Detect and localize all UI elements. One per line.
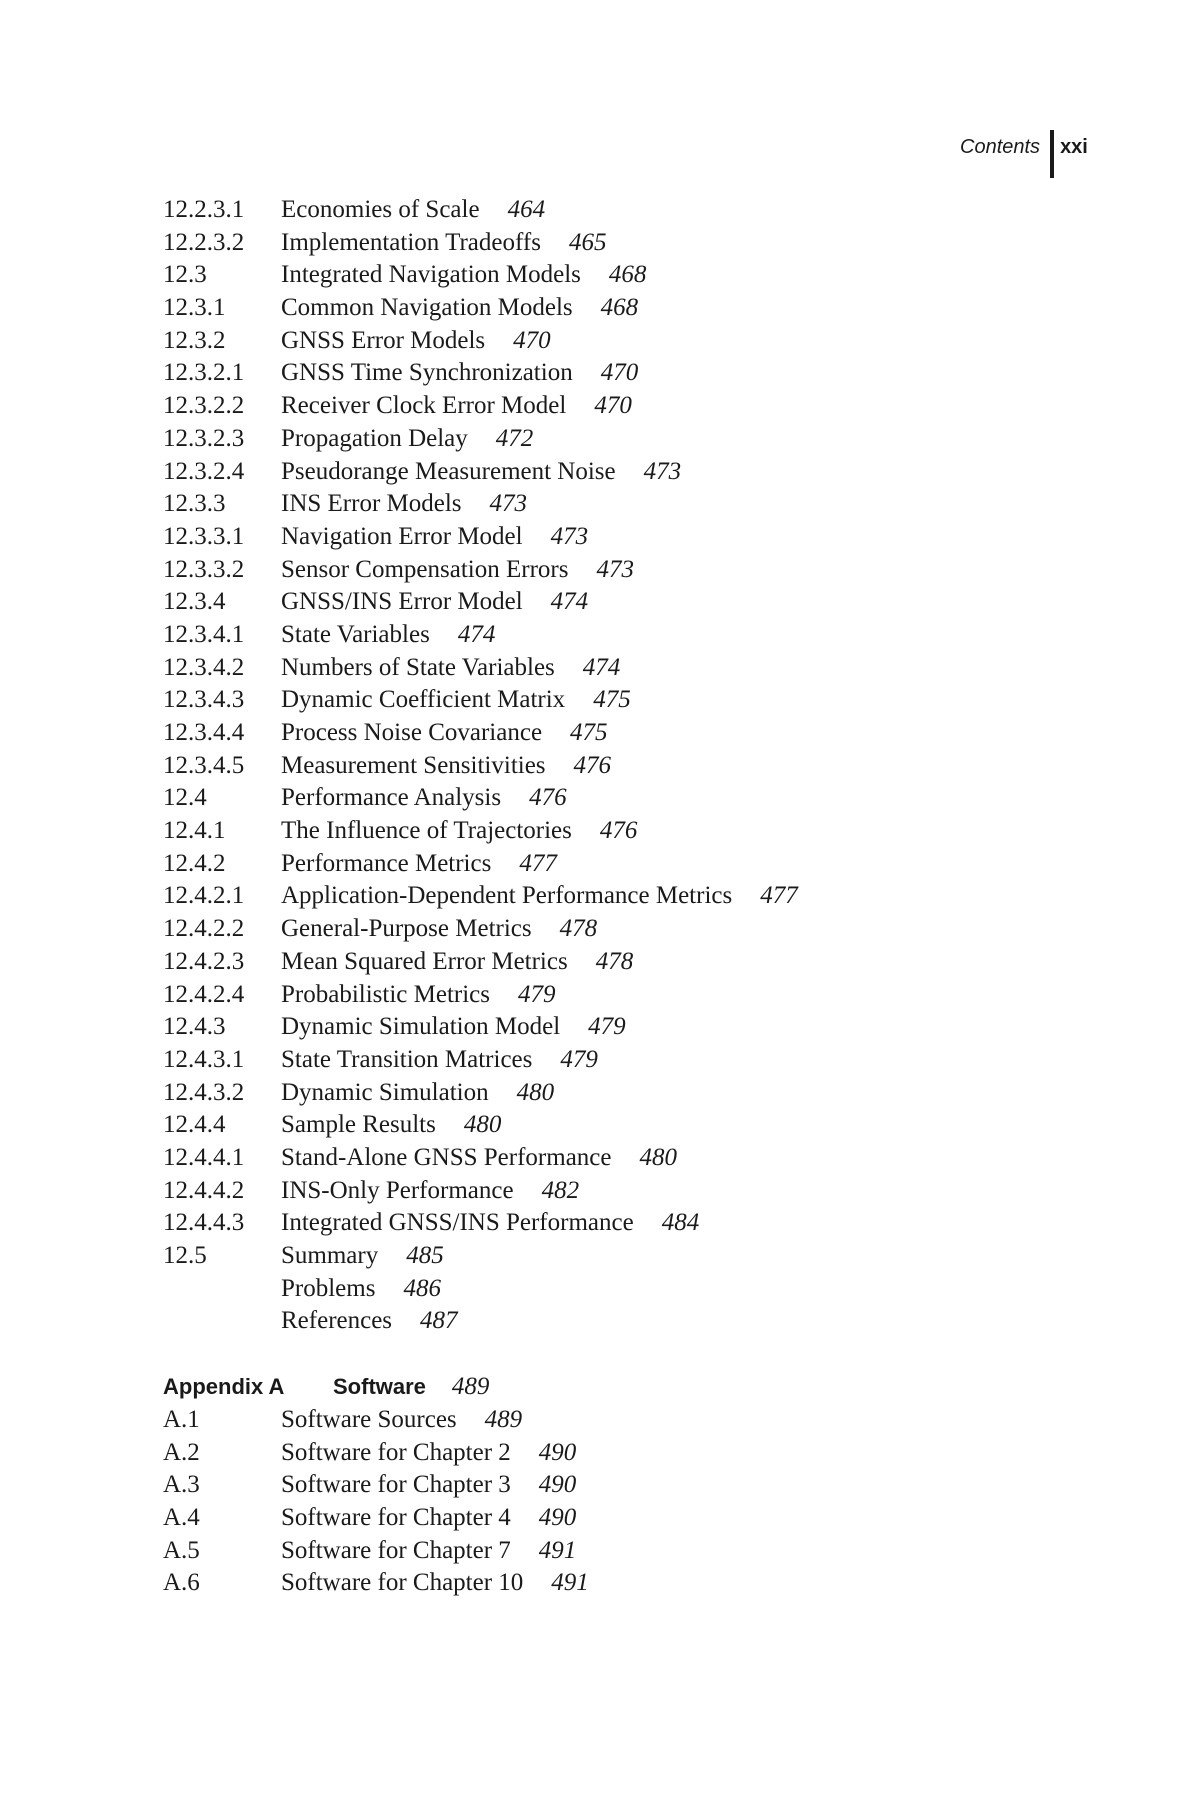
toc-entry[interactable] [163, 586, 798, 619]
appendix-heading [163, 1370, 589, 1404]
toc-entry[interactable] [163, 194, 798, 227]
toc-entry[interactable] [163, 390, 798, 423]
entry-page: 480 [639, 1143, 677, 1171]
entry-title: State Variables [281, 620, 430, 648]
toc-entry[interactable] [163, 652, 798, 685]
entry-title: Dynamic Simulation Model [281, 1013, 561, 1041]
toc-entry[interactable] [163, 1404, 589, 1437]
toc-entry[interactable] [163, 1175, 798, 1208]
entry-page: 479 [588, 1013, 626, 1041]
running-title: Contents [960, 136, 1041, 158]
toc-entry[interactable] [163, 750, 798, 783]
toc-entry[interactable] [163, 554, 798, 587]
entry-page: 468 [608, 261, 647, 289]
entry-page: 487 [420, 1307, 458, 1335]
entry-page: 473 [596, 555, 634, 583]
entry-number: 12.4.2.3 [163, 947, 245, 975]
entry-number: 12.4 [163, 784, 207, 812]
toc-entry[interactable] [163, 848, 798, 881]
entry-number: 12.2.3.2 [163, 228, 245, 256]
entry-page: 478 [559, 915, 598, 943]
appendix-list [163, 1404, 589, 1600]
entry-title: Integrated Navigation Models [281, 261, 581, 289]
appendix-title: Software [333, 1374, 426, 1399]
entry-number: 12.4.4.2 [163, 1176, 245, 1204]
toc-entry[interactable] [163, 1273, 798, 1306]
entry-page: 476 [573, 751, 612, 779]
entry-page: 474 [550, 588, 589, 616]
entry-page: 477 [519, 849, 557, 877]
entry-page: 468 [600, 294, 639, 322]
entry-number: A.5 [163, 1536, 200, 1564]
entry-number: 12.4.4.3 [163, 1209, 245, 1237]
entry-page: 474 [582, 653, 621, 681]
entry-number: 12.3.2.4 [163, 457, 245, 485]
entry-title: Integrated GNSS/INS Performance [281, 1209, 634, 1237]
toc-list [163, 194, 798, 1338]
entry-title: Numbers of State Variables [281, 653, 555, 681]
toc-entry[interactable] [163, 1502, 589, 1535]
entry-title: GNSS/INS Error Model [281, 588, 523, 616]
toc-entry[interactable] [163, 684, 798, 717]
appendix-page: 489 [451, 1373, 490, 1400]
entry-title: Propagation Delay [281, 424, 468, 452]
entry-title: Sample Results [281, 1111, 436, 1139]
entry-page: 491 [551, 1569, 589, 1597]
entry-page: 472 [495, 424, 534, 452]
entry-title: Dynamic Simulation [281, 1078, 489, 1106]
entry-title: Software for Chapter 3 [281, 1471, 511, 1499]
toc-entry[interactable] [163, 259, 798, 292]
entry-number: 12.5 [163, 1242, 207, 1269]
entry-number: 12.3.3.1 [163, 522, 245, 550]
entry-title: Stand-Alone GNSS Performance [281, 1143, 612, 1171]
entry-number: 12.3.4.5 [163, 751, 245, 779]
entry-number: 12.2.3.1 [163, 196, 245, 223]
entry-page: 479 [518, 980, 556, 1008]
entry-page: 490 [538, 1471, 577, 1499]
entry-number: 12.3.4.2 [163, 653, 245, 681]
entry-title: Performance Analysis [281, 784, 502, 812]
entry-number: A.4 [163, 1504, 200, 1532]
entry-page: 473 [550, 522, 589, 550]
entry-title: Receiver Clock Error Model [281, 392, 567, 420]
entry-page: 480 [516, 1078, 555, 1106]
entry-number: 12.4.3.1 [163, 1045, 245, 1073]
toc-entry[interactable] [163, 1142, 798, 1175]
entry-title: Dynamic Coefficient Matrix [281, 686, 566, 714]
entry-page: 464 [507, 196, 546, 223]
toc-entry[interactable] [163, 1567, 589, 1600]
appendix-section [163, 1370, 589, 1600]
entry-page: 484 [661, 1209, 700, 1237]
entry-number: 12.3.4 [163, 588, 226, 616]
entry-title: Problems [281, 1274, 376, 1302]
entry-page: 485 [406, 1242, 444, 1269]
entry-page: 489 [484, 1406, 523, 1433]
entry-title: Software for Chapter 4 [281, 1504, 511, 1532]
entry-title: GNSS Error Models [281, 326, 486, 354]
toc-entry[interactable] [163, 913, 798, 946]
entry-title: State Transition Matrices [281, 1045, 533, 1073]
toc-entry[interactable] [163, 880, 798, 913]
appendix-label: Appendix A [163, 1374, 285, 1399]
toc-entry[interactable] [163, 423, 798, 456]
entry-page: 479 [560, 1045, 598, 1073]
entry-title: Measurement Sensitivities [281, 751, 546, 779]
entry-title: General-Purpose Metrics [281, 915, 532, 943]
entry-number: 12.3.2.3 [163, 424, 245, 452]
toc-entry[interactable] [163, 521, 798, 554]
entry-number: 12.3.4.3 [163, 686, 245, 714]
entry-title: Mean Squared Error Metrics [281, 947, 568, 975]
entry-title: References [281, 1307, 393, 1335]
entry-page: 478 [595, 947, 634, 975]
entry-number: 12.3 [163, 261, 207, 289]
entry-title: INS-Only Performance [281, 1176, 514, 1204]
toc-entry[interactable] [163, 456, 798, 489]
toc-entry[interactable] [163, 227, 798, 260]
toc-entry[interactable] [163, 717, 798, 750]
entry-number: 12.4.2.4 [163, 980, 245, 1008]
toc-entry[interactable] [163, 1240, 798, 1273]
entry-number: 12.4.4.1 [163, 1143, 245, 1171]
entry-number: A.1 [163, 1406, 200, 1433]
entry-page: 490 [538, 1504, 577, 1532]
entry-title: Process Noise Covariance [281, 719, 543, 746]
toc-entry[interactable] [163, 1305, 798, 1338]
toc-entry[interactable] [163, 979, 798, 1012]
toc-entry[interactable] [163, 357, 798, 390]
entry-number: 12.4.4 [163, 1111, 226, 1139]
entry-number: 12.4.2.2 [163, 915, 245, 943]
entry-number: 12.3.2.2 [163, 392, 245, 420]
toc-entry[interactable] [163, 488, 798, 521]
entry-page: 491 [538, 1536, 577, 1564]
entry-title: Summary [281, 1242, 379, 1269]
entry-title: Software Sources [281, 1406, 457, 1433]
entry-number: 12.3.4.1 [163, 620, 245, 648]
entry-title: INS Error Models [281, 490, 462, 518]
toc-entry[interactable] [163, 1011, 798, 1044]
entry-number: 12.4.3 [163, 1013, 226, 1041]
entry-number: A.2 [163, 1438, 200, 1466]
entry-number: 12.4.3.2 [163, 1078, 245, 1106]
entry-title: GNSS Time Synchronization [281, 359, 573, 387]
entry-page: 475 [570, 719, 608, 746]
entry-title: Economies of Scale [281, 196, 480, 223]
entry-title: Common Navigation Models [281, 294, 573, 322]
entry-title: Software for Chapter 2 [281, 1438, 511, 1466]
toc-entry[interactable] [163, 1109, 798, 1142]
entry-page: 470 [600, 359, 639, 387]
entry-number: 12.3.2 [163, 326, 226, 354]
entry-number: 12.4.2 [163, 849, 226, 877]
entry-number: 12.3.1 [163, 294, 226, 322]
entry-page: 476 [529, 784, 567, 812]
entry-page: 480 [463, 1111, 502, 1139]
entry-title: Pseudorange Measurement Noise [281, 457, 616, 485]
toc-entry[interactable] [163, 292, 798, 325]
entry-number: 12.3.3.2 [163, 555, 245, 583]
entry-number: 12.3.3 [163, 490, 226, 518]
entry-number: 12.4.1 [163, 817, 226, 845]
entry-page: 470 [594, 392, 632, 420]
entry-number: 12.4.2.1 [163, 882, 245, 910]
entry-page: 474 [457, 620, 496, 648]
entry-title: Probabilistic Metrics [281, 980, 490, 1008]
toc-entry[interactable] [163, 1535, 589, 1568]
entry-page: 475 [593, 686, 631, 714]
entry-title: Navigation Error Model [281, 522, 523, 550]
page-number: xxi [1060, 136, 1088, 158]
entry-title: Implementation Tradeoffs [281, 228, 541, 256]
entry-title: Sensor Compensation Errors [281, 555, 569, 583]
header-rule [1050, 130, 1054, 178]
entry-title: Application-Dependent Performance Metrics [281, 882, 733, 910]
entry-number: A.3 [163, 1471, 200, 1499]
toc-entry[interactable] [163, 325, 798, 358]
running-header [960, 130, 1088, 178]
entry-title: The Influence of Trajectories [281, 817, 572, 845]
entry-page: 465 [568, 228, 607, 256]
entry-page: 470 [513, 326, 551, 354]
toc-entry[interactable] [163, 1437, 589, 1470]
entry-page: 482 [541, 1176, 580, 1204]
toc-entry[interactable] [163, 619, 798, 652]
entry-number [163, 1273, 281, 1306]
entry-number: A.6 [163, 1569, 200, 1597]
entry-number: 12.3.4.4 [163, 719, 245, 746]
entry-number: 12.3.2.1 [163, 359, 245, 387]
entry-page: 477 [760, 882, 798, 910]
toc-entry[interactable] [163, 815, 798, 848]
toc-entry[interactable] [163, 946, 798, 979]
entry-page: 473 [643, 457, 682, 485]
toc-entry[interactable] [163, 1044, 798, 1077]
entry-title: Software for Chapter 10 [281, 1569, 524, 1597]
toc-entry[interactable] [163, 1077, 798, 1110]
entry-title: Software for Chapter 7 [281, 1536, 511, 1564]
entry-page: 476 [599, 817, 638, 845]
entry-page: 490 [538, 1438, 577, 1466]
entry-page: 473 [489, 490, 528, 518]
toc-entry[interactable] [163, 1207, 798, 1240]
entry-page: 486 [403, 1274, 441, 1302]
entry-title: Performance Metrics [281, 849, 492, 877]
toc-entry[interactable] [163, 1469, 589, 1502]
entry-number [163, 1305, 281, 1338]
toc-entry[interactable] [163, 782, 798, 815]
